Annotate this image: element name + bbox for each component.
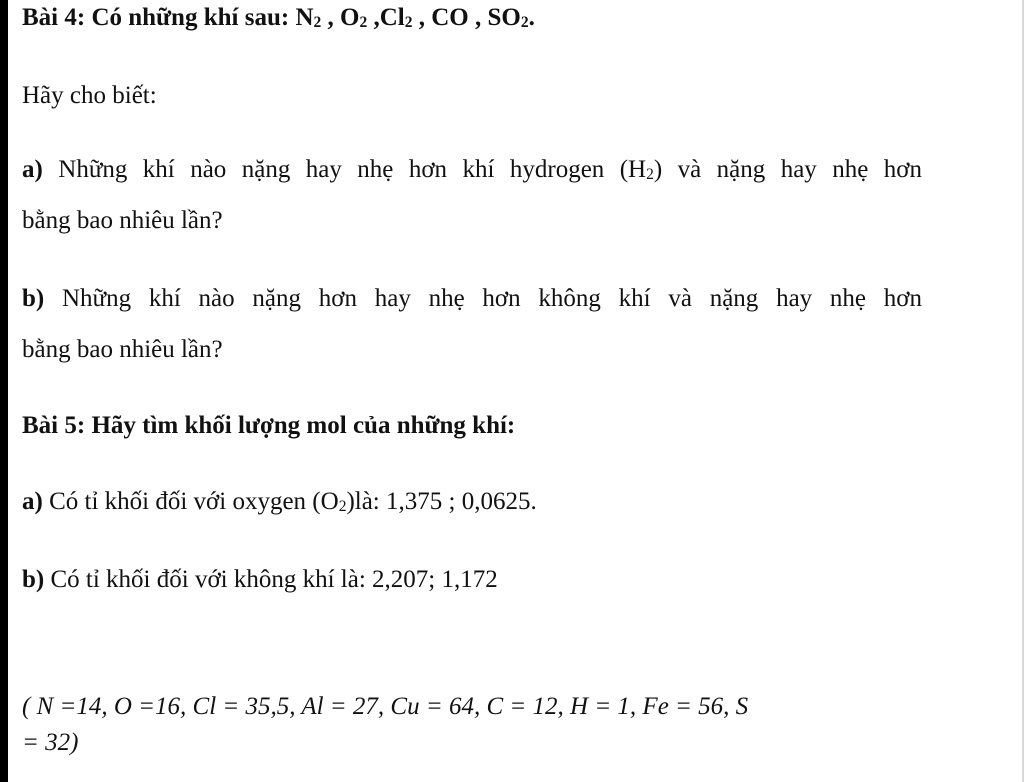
gas-separator: , [367, 4, 380, 31]
bai5-a-label: a) [22, 488, 43, 515]
gas-separator: , [412, 4, 432, 31]
o2-subscript: 2 [338, 497, 347, 515]
bai5-question-b [22, 565, 498, 595]
gas-symbol: O [340, 4, 360, 31]
gas-formula [340, 4, 380, 31]
bai5-a-text-pre: Có tỉ khối đối với oxygen (O [42, 488, 339, 515]
question-a-label: a) [22, 156, 43, 183]
bai5-heading: Bài 5: Hãy tìm khối lượng mol của những khí: [22, 412, 516, 439]
question-a-text-post: ) và nặng hay nhẹ hơn [653, 156, 922, 183]
question-a-text-pre: Những khí nào nặng hay nhẹ hơn khí hydrogen (H [42, 156, 647, 183]
gas-formula [295, 4, 340, 31]
question-b-text: Những khí nào nặng hơn hay nhẹ hơn không khí và nặng hay nhẹ hơn [44, 285, 922, 312]
bai5-a-text-post: )là: 1,375 ; 0,0625. [346, 488, 537, 515]
gas-symbol: N [295, 4, 314, 31]
gas-separator: , [321, 4, 340, 31]
document-page [8, 0, 1024, 782]
bai5-b-text: Có tỉ khối đối với không khí là: 2,207; 1,172 [44, 566, 498, 593]
bai5-b-label: b) [22, 566, 45, 593]
gas-subscript: 2 [404, 13, 413, 31]
gas-subscript: 2 [359, 13, 368, 31]
bai4-question-a-line2: bằng bao nhiêu lần? [22, 207, 223, 234]
bai4-heading [22, 3, 535, 36]
bai4-question-a-line1 [22, 155, 922, 188]
bai4-heading-text: Bài 4: Có những khí sau: [22, 4, 296, 31]
atomic-masses-line2: = 32) [22, 729, 79, 756]
gas-formula [380, 4, 432, 31]
bai4-prompt: Hãy cho biết: [22, 82, 157, 109]
gas-symbol: SO [487, 4, 521, 31]
gas-separator: , [468, 4, 488, 31]
gas-subscript: 2 [313, 13, 322, 31]
gas-subscript: 2 [520, 13, 529, 31]
bai5-question-a [22, 487, 537, 520]
gas-list [295, 4, 534, 31]
atomic-masses-line1: ( N =14, O =16, Cl = 35,5, Al = 27, Cu = 64, C = 12, H = 1, Fe = 56, S [22, 693, 749, 720]
gas-formula [487, 4, 534, 31]
gas-symbol: Cl [379, 4, 405, 31]
gas-symbol: CO [431, 4, 469, 31]
h2-subscript: 2 [646, 165, 654, 183]
bai4-question-b-line1 [22, 284, 922, 314]
question-b-label: b) [22, 285, 45, 312]
gas-separator: . [528, 4, 535, 31]
bai4-question-b-line2: bằng bao nhiêu lần? [22, 336, 223, 363]
gas-formula [431, 4, 487, 31]
